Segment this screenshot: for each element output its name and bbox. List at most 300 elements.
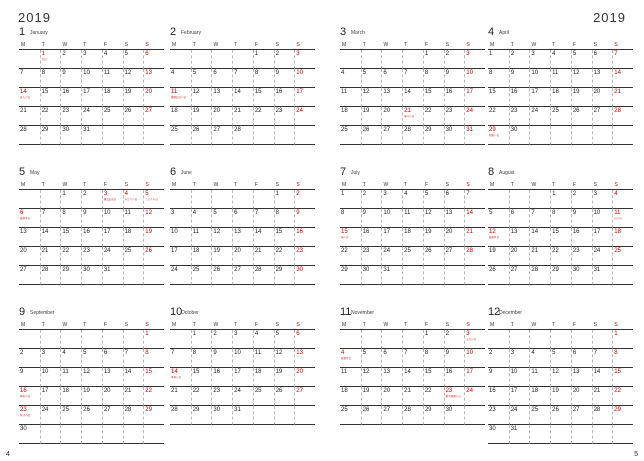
day-cell [402,368,423,387]
weekday-label: W [62,322,68,328]
day-cell [488,349,509,368]
day-number: 8 [145,350,149,356]
day-number: 7 [614,51,618,57]
day-cell [488,368,509,387]
day-number: 11 [103,70,111,76]
weekday-label: F [424,182,428,188]
weekday-label: W [531,322,537,328]
day-cell [143,88,164,107]
day-cell [170,126,191,145]
day-cell [464,330,485,349]
day-cell [381,406,402,425]
day-cell [381,69,402,88]
day-cell [170,349,191,368]
day-cell [143,406,164,425]
empty-cell [253,126,274,145]
day-cell [612,406,633,425]
day-number: 6 [445,191,449,197]
day-number: 23 [20,407,27,413]
empty-cell [571,425,592,444]
day-number: 20 [383,108,391,114]
day-number: 1 [489,51,493,57]
day-cell [402,406,423,425]
weekday-header [340,41,485,49]
day-cell [402,387,423,406]
day-number: 30 [510,127,518,133]
day-cell [123,368,144,387]
day-cell [211,228,232,247]
day-number: 30 [20,426,27,432]
day-number: 26 [192,127,200,133]
month-october [170,308,315,425]
day-number: 14 [404,89,411,95]
holiday-label: 憲法記念日 [103,198,117,201]
day-cell [444,247,465,266]
day-grid [19,49,164,145]
empty-cell [211,50,232,69]
empty-cell [612,425,633,444]
day-cell [81,247,102,266]
day-cell [381,209,402,228]
day-cell [381,368,402,387]
day-number: 8 [275,210,279,216]
day-number: 10 [466,350,473,356]
day-cell [340,406,361,425]
day-cell [232,330,253,349]
day-cell [592,107,613,126]
day-cell [612,88,633,107]
day-number: 4 [192,210,197,216]
weekday-label: W [383,42,389,48]
day-cell [402,247,423,266]
day-number: 2 [572,191,577,197]
month-june [170,168,315,285]
day-number: 19 [489,248,496,254]
day-number: 4 [341,350,345,356]
month-number: 7 [340,166,347,178]
day-number: 19 [424,229,432,235]
day-number: 17 [83,89,90,95]
day-number: 7 [254,210,259,216]
day-number: 8 [552,210,556,216]
day-cell [488,107,509,126]
month-name: March [351,30,365,36]
day-number: 4 [341,70,345,76]
day-cell [81,69,102,88]
day-number: 11 [124,210,131,216]
day-cell [294,266,315,285]
day-cell [550,88,571,107]
day-cell [423,247,444,266]
day-number: 5 [362,70,367,76]
day-number: 23 [213,388,221,394]
empty-cell [423,266,444,285]
day-cell [123,228,144,247]
day-number: 25 [404,248,411,254]
day-cell [592,88,613,107]
holiday-label: 春分の日 [404,115,415,118]
day-number: 24 [171,267,178,273]
day-cell [143,50,164,69]
day-number: 11 [62,369,69,375]
day-cell [381,228,402,247]
day-number: 21 [20,108,27,114]
day-number: 1 [341,191,345,197]
month-number: 4 [488,26,495,38]
weekday-label: W [62,182,68,188]
day-cell [60,406,81,425]
weekday-label: T [552,182,556,188]
day-grid [170,49,315,145]
weekday-label: S [593,322,597,328]
weekday-label: T [83,182,87,188]
day-cell [361,228,382,247]
day-number: 25 [62,407,70,413]
day-cell [294,368,315,387]
page-number-left: 4 [6,451,10,458]
day-number: 12 [362,369,370,375]
weekday-label: T [41,182,45,188]
day-number: 1 [254,51,259,57]
day-cell [274,349,295,368]
day-cell [488,266,509,285]
day-number: 25 [614,248,621,254]
empty-cell [294,406,315,425]
day-cell [294,387,315,406]
day-number: 16 [62,89,70,95]
weekday-label: S [614,182,618,188]
day-number: 15 [614,369,621,375]
day-number: 9 [62,70,66,76]
day-number: 13 [572,369,580,375]
day-number: 18 [192,248,200,254]
day-cell [102,88,123,107]
empty-cell [361,50,382,69]
month-header [170,28,315,40]
day-number: 27 [445,248,453,254]
day-cell [444,107,465,126]
day-cell [19,406,40,425]
day-number: 20 [593,89,601,95]
holiday-label: 体育の日 [171,376,182,379]
day-cell [612,50,633,69]
day-number: 8 [62,210,66,216]
empty-cell [274,126,295,145]
empty-cell [509,330,530,349]
day-cell [211,107,232,126]
weekday-label: S [445,322,449,328]
day-number: 3 [383,191,387,197]
day-cell [123,349,144,368]
day-cell [550,266,571,285]
day-number: 21 [593,388,601,394]
day-cell [423,126,444,145]
day-number: 17 [466,369,473,375]
day-number: 9 [572,210,577,216]
empty-cell [40,330,61,349]
day-cell [571,88,592,107]
day-number: 10 [296,70,303,76]
day-number: 5 [192,70,197,76]
day-number: 8 [254,70,259,76]
day-cell [102,406,123,425]
month-number: 5 [19,166,26,178]
day-number: 2 [489,350,493,356]
day-cell [143,330,164,349]
day-cell [123,69,144,88]
day-cell [19,228,40,247]
day-cell [123,209,144,228]
month-header [170,168,315,180]
weekday-label: F [103,182,107,188]
day-cell [143,190,164,209]
weekday-label: T [552,42,556,48]
weekday-label: S [296,182,300,188]
day-cell [60,209,81,228]
day-number: 19 [275,369,283,375]
month-header [340,28,485,40]
weekday-label: T [404,182,408,188]
day-number: 10 [466,70,473,76]
day-cell [464,387,485,406]
day-cell [444,349,465,368]
day-cell [232,406,253,425]
day-cell [40,69,61,88]
weekday-label: T [41,322,45,328]
day-cell [464,247,485,266]
day-cell [423,330,444,349]
day-number: 29 [489,127,496,133]
day-cell [361,266,382,285]
day-cell [19,266,40,285]
day-cell [191,349,212,368]
day-number: 17 [234,369,241,375]
day-number: 19 [192,108,200,114]
weekday-label: S [593,42,597,48]
month-header [488,168,633,180]
day-cell [509,406,530,425]
day-number: 13 [510,229,518,235]
day-cell [381,247,402,266]
month-january [19,28,164,145]
weekday-label: T [510,322,514,328]
day-number: 2 [275,51,279,57]
day-cell [232,228,253,247]
day-number: 26 [572,108,580,114]
day-cell [529,387,550,406]
empty-cell [529,126,550,145]
day-number: 29 [145,407,152,413]
day-number: 8 [424,70,429,76]
day-cell [102,247,123,266]
day-cell [423,406,444,425]
day-grid [19,329,164,444]
day-cell [19,349,40,368]
day-cell [170,406,191,425]
day-cell [444,406,465,425]
day-number: 20 [572,388,580,394]
weekday-label: W [531,42,537,48]
day-number: 18 [404,229,411,235]
day-number: 24 [234,388,241,394]
day-number: 28 [531,267,539,273]
day-number: 3 [171,210,175,216]
holiday-label: 振替休日 [20,217,31,220]
empty-cell [19,190,40,209]
day-number: 7 [171,350,175,356]
day-cell [253,88,274,107]
day-number: 26 [124,108,132,114]
holiday-label: 敬老の日 [20,395,31,398]
day-cell [294,107,315,126]
month-name: November [351,310,375,316]
empty-cell [571,330,592,349]
day-number: 10 [234,350,241,356]
weekday-label: T [83,322,87,328]
day-cell [123,387,144,406]
day-cell [529,349,550,368]
day-number: 18 [614,229,621,235]
day-number: 31 [466,127,473,133]
day-cell [170,387,191,406]
day-cell [571,266,592,285]
day-cell [232,349,253,368]
day-cell [294,88,315,107]
day-cell [444,228,465,247]
weekday-header [488,181,633,189]
empty-cell [40,190,61,209]
day-cell [81,368,102,387]
day-cell [550,406,571,425]
day-number: 17 [383,229,391,235]
day-cell [592,50,613,69]
day-cell [423,107,444,126]
weekday-label: S [593,182,597,188]
empty-cell [294,126,315,145]
day-cell [612,247,633,266]
day-cell [509,88,530,107]
day-number: 28 [466,248,473,254]
day-number: 13 [593,70,601,76]
day-cell [340,126,361,145]
weekday-label: S [124,182,128,188]
empty-cell [550,330,571,349]
day-number: 13 [383,369,391,375]
day-number: 20 [145,89,152,95]
day-cell [550,368,571,387]
day-number: 13 [20,229,27,235]
day-cell [361,126,382,145]
month-number: 12 [488,306,501,318]
weekday-label: M [21,182,26,188]
day-number: 10 [83,70,90,76]
day-number: 30 [62,127,70,133]
day-cell [294,190,315,209]
day-number: 6 [213,70,217,76]
day-number: 23 [489,407,496,413]
day-cell [423,349,444,368]
day-number: 14 [234,89,241,95]
month-march [340,28,485,145]
day-number: 15 [254,89,262,95]
weekday-label: S [296,42,300,48]
day-cell [81,50,102,69]
day-cell [571,107,592,126]
empty-cell [571,126,592,145]
month-number: 3 [340,26,347,38]
day-number: 27 [234,267,241,273]
day-grid [340,189,485,285]
empty-cell [123,425,144,444]
day-number: 5 [213,210,217,216]
day-cell [340,69,361,88]
day-cell [509,228,530,247]
day-number: 20 [510,248,518,254]
day-number: 23 [362,248,370,254]
day-number: 22 [424,108,432,114]
day-cell [274,387,295,406]
day-cell [191,107,212,126]
month-name: June [181,170,192,176]
day-cell [81,107,102,126]
empty-cell [340,50,361,69]
day-cell [19,368,40,387]
day-cell [102,190,123,209]
day-cell [191,387,212,406]
day-cell [60,349,81,368]
day-number: 26 [424,248,432,254]
weekday-label: T [362,182,366,188]
day-cell [60,126,81,145]
day-cell [102,349,123,368]
weekday-label: T [404,42,408,48]
day-cell [81,88,102,107]
empty-cell [19,50,40,69]
day-cell [550,190,571,209]
day-cell [509,349,530,368]
day-number: 25 [124,248,132,254]
weekday-label: F [254,322,258,328]
day-cell [211,88,232,107]
empty-cell [19,330,40,349]
weekday-label: T [234,322,238,328]
day-number: 16 [296,229,303,235]
day-number: 17 [466,89,473,95]
day-number: 27 [572,407,580,413]
day-cell [211,209,232,228]
day-number: 2 [20,350,24,356]
day-number: 2 [445,51,449,57]
day-number: 22 [424,388,432,394]
day-cell [232,126,253,145]
day-cell [509,247,530,266]
day-number: 24 [296,108,303,114]
day-cell [464,50,485,69]
day-number: 25 [552,108,559,114]
day-cell [60,107,81,126]
day-cell [170,266,191,285]
day-number: 31 [383,267,391,273]
day-number: 29 [341,267,348,273]
day-number: 23 [275,108,283,114]
empty-cell [170,50,191,69]
day-cell [274,266,295,285]
day-number: 30 [213,407,221,413]
weekday-label: T [83,42,87,48]
day-number: 15 [192,369,200,375]
day-number: 6 [510,210,515,216]
day-cell [211,266,232,285]
